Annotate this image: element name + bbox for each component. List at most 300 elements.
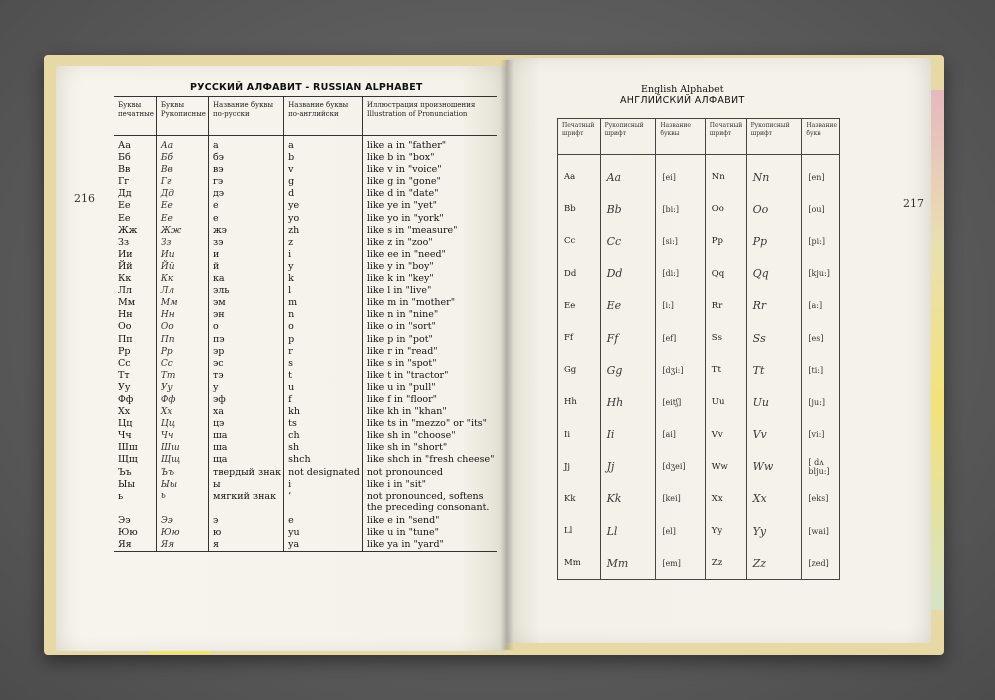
cell-handwritten: Xx bbox=[746, 483, 802, 515]
cell-pronunciation: like e in "send" bbox=[362, 515, 496, 527]
cell-printed: Jj bbox=[558, 451, 601, 483]
table-row bbox=[114, 442, 497, 454]
cell-pronunciation: like ya in "yard" bbox=[362, 539, 496, 552]
cell-handwritten: Нн bbox=[156, 309, 208, 321]
cell-pronunciation: like ye in "yet" bbox=[362, 200, 496, 212]
cell-handwritten: Бб bbox=[156, 152, 208, 164]
cell-pronunciation: not pronounced, softens the preceding consonant. bbox=[362, 491, 496, 515]
cell-letter-name: [ef] bbox=[656, 322, 705, 354]
table-row bbox=[114, 225, 497, 237]
cell-handwritten: Рр bbox=[156, 346, 208, 358]
cell-handwritten: Дд bbox=[156, 188, 208, 200]
cell-handwritten: Ъъ bbox=[156, 467, 208, 479]
table-row bbox=[114, 249, 497, 261]
table-row bbox=[114, 539, 497, 552]
cell-pronunciation: like shch in "fresh cheese" bbox=[362, 454, 496, 466]
cell-printed: Шш bbox=[118, 442, 138, 454]
cell-pronunciation: like u in "tune" bbox=[362, 527, 496, 539]
cell-pronunciation: like kh in "khan" bbox=[362, 406, 496, 418]
cell-handwritten: Вв bbox=[156, 164, 208, 176]
cell-handwritten: Qq bbox=[746, 258, 802, 290]
cell-letter-name: [ai] bbox=[656, 419, 705, 451]
cell-name-russian: ша bbox=[208, 442, 283, 454]
cell-handwritten: Hh bbox=[600, 386, 656, 418]
cell-letter-name: [eks] bbox=[802, 483, 840, 515]
table-row bbox=[114, 297, 497, 309]
cell-printed: Cc bbox=[558, 225, 601, 257]
cell-letter-name: [dʒei] bbox=[656, 451, 705, 483]
cell-letter-name: [a:] bbox=[802, 290, 840, 322]
cell-handwritten: Шш bbox=[156, 442, 208, 454]
cell-pronunciation: like i in "sit" bbox=[362, 479, 496, 491]
cell-printed: Hh bbox=[558, 386, 601, 418]
cell-printed: Гг bbox=[118, 176, 130, 188]
cell-printed: Nn bbox=[705, 155, 746, 194]
cell-printed: Vv bbox=[705, 419, 746, 451]
cell-letter-name: [wai] bbox=[802, 515, 840, 547]
header-letter-name-1: Название буквы bbox=[656, 119, 705, 155]
header-handwritten-2: Рукописный шрифт bbox=[746, 119, 802, 155]
cell-handwritten: Vv bbox=[746, 419, 802, 451]
cell-pronunciation: like g in "gone" bbox=[362, 176, 496, 188]
table-row bbox=[114, 454, 497, 466]
table-row bbox=[114, 479, 497, 491]
table-row bbox=[114, 334, 497, 346]
cell-handwritten: Фф bbox=[156, 394, 208, 406]
cell-printed: ь bbox=[118, 490, 124, 502]
cell-name-russian: и bbox=[208, 249, 283, 261]
cell-name-english: e bbox=[284, 515, 363, 527]
cell-printed: Ii bbox=[558, 419, 601, 451]
cell-name-english: yo bbox=[284, 213, 363, 225]
cell-name-russian: зэ bbox=[208, 237, 283, 249]
cell-printed: Рр bbox=[118, 345, 131, 357]
cell-printed: Кк bbox=[118, 273, 132, 285]
cell-handwritten: Хх bbox=[156, 406, 208, 418]
cell-name-russian: эль bbox=[208, 285, 283, 297]
cell-printed: Ff bbox=[558, 322, 601, 354]
cell-printed: Ll bbox=[558, 515, 601, 547]
cell-name-english: kh bbox=[284, 406, 363, 418]
cell-name-russian: твердый знак bbox=[208, 467, 283, 479]
cell-printed: Xx bbox=[705, 483, 746, 515]
cell-name-russian: у bbox=[208, 382, 283, 394]
cell-handwritten: Цц bbox=[156, 418, 208, 430]
cell-handwritten: Ff bbox=[600, 322, 656, 354]
russian-table-header bbox=[114, 97, 497, 136]
cell-name-english: zh bbox=[284, 225, 363, 237]
cell-printed: Pp bbox=[705, 225, 746, 257]
table-row bbox=[558, 258, 840, 290]
cell-pronunciation: like a in "father" bbox=[362, 136, 496, 153]
cell-name-english: m bbox=[284, 297, 363, 309]
table-row bbox=[114, 152, 497, 164]
cell-printed: Цц bbox=[118, 418, 133, 430]
cell-handwritten: Ии bbox=[156, 249, 208, 261]
cell-handwritten: Pp bbox=[746, 225, 802, 257]
cell-pronunciation: like m in "mother" bbox=[362, 297, 496, 309]
cell-printed: Gg bbox=[558, 354, 601, 386]
cell-printed: Ъъ bbox=[118, 466, 132, 478]
cell-name-russian: гэ bbox=[208, 176, 283, 188]
cell-handwritten: Ee bbox=[600, 290, 656, 322]
cell-pronunciation: like l in "live" bbox=[362, 285, 496, 297]
cell-handwritten: Йй bbox=[156, 261, 208, 273]
english-table-header bbox=[558, 119, 840, 155]
cell-name-english: ts bbox=[284, 418, 363, 430]
cell-name-english: ye bbox=[284, 200, 363, 212]
cell-name-english: y bbox=[284, 261, 363, 273]
cell-pronunciation: like sh in "choose" bbox=[362, 430, 496, 442]
cell-name-english: b bbox=[284, 152, 363, 164]
cell-letter-name: [kei] bbox=[656, 483, 705, 515]
cell-printed: Сс bbox=[118, 357, 131, 369]
cell-name-russian: тэ bbox=[208, 370, 283, 382]
russian-alphabet-table bbox=[114, 96, 497, 552]
cell-handwritten: Тт bbox=[156, 370, 208, 382]
english-title-ru: АНГЛИЙСКИЙ АЛФАВИТ bbox=[620, 95, 745, 106]
cell-printed: Уу bbox=[118, 381, 131, 393]
cell-printed: Dd bbox=[558, 258, 601, 290]
cell-printed: Юю bbox=[118, 526, 138, 538]
cell-printed: Дд bbox=[118, 188, 132, 200]
cell-handwritten: Mm bbox=[600, 547, 656, 580]
cell-name-russian: ща bbox=[208, 454, 283, 466]
cell-handwritten: Jj bbox=[600, 451, 656, 483]
cell-pronunciation: like p in "pot" bbox=[362, 334, 496, 346]
table-row bbox=[114, 176, 497, 188]
cell-pronunciation: not pronounced bbox=[362, 467, 496, 479]
cell-handwritten: Уу bbox=[156, 382, 208, 394]
cell-handwritten: Ll bbox=[600, 515, 656, 547]
cell-handwritten: Ее bbox=[156, 200, 208, 212]
cell-handwritten: Зз bbox=[156, 237, 208, 249]
table-row bbox=[558, 155, 840, 194]
cell-letter-name: [si:] bbox=[656, 225, 705, 257]
cell-name-english: l bbox=[284, 285, 363, 297]
cell-handwritten: Сс bbox=[156, 358, 208, 370]
header-handwritten-1: Рукописный шрифт bbox=[600, 119, 656, 155]
cell-printed: Ее bbox=[118, 200, 131, 212]
cell-printed: Aa bbox=[558, 155, 601, 194]
cell-name-russian: цэ bbox=[208, 418, 283, 430]
cell-name-english: sh bbox=[284, 442, 363, 454]
cell-handwritten: Оо bbox=[156, 321, 208, 333]
cell-handwritten: Ww bbox=[746, 451, 802, 483]
cell-handwritten: Яя bbox=[156, 539, 208, 552]
cell-printed: Аа bbox=[118, 140, 131, 151]
cell-pronunciation: like sh in "short" bbox=[362, 442, 496, 454]
cell-handwritten: Oo bbox=[746, 193, 802, 225]
cell-printed: Оо bbox=[118, 321, 132, 333]
table-row bbox=[114, 164, 497, 176]
header-printed-1: Печатный шрифт bbox=[558, 119, 601, 155]
cell-name-russian: е bbox=[208, 200, 283, 212]
cell-name-english: d bbox=[284, 188, 363, 200]
right-page-number: 217 bbox=[903, 197, 924, 210]
table-row bbox=[114, 188, 497, 200]
cell-name-english: not designated bbox=[284, 467, 363, 479]
table-row bbox=[114, 237, 497, 249]
cell-letter-name: [es] bbox=[802, 322, 840, 354]
cell-pronunciation: like z in "zoo" bbox=[362, 237, 496, 249]
cell-name-english: i bbox=[284, 249, 363, 261]
cell-handwritten: ь bbox=[156, 491, 208, 515]
cell-handwritten: Nn bbox=[746, 155, 802, 194]
cell-handwritten: Кк bbox=[156, 273, 208, 285]
table-row bbox=[114, 136, 497, 153]
cell-name-russian: й bbox=[208, 261, 283, 273]
cell-pronunciation: like t in "tractor" bbox=[362, 370, 496, 382]
cell-handwritten: Ss bbox=[746, 322, 802, 354]
cell-handwritten: Ii bbox=[600, 419, 656, 451]
table-row bbox=[558, 225, 840, 257]
cell-name-russian: е bbox=[208, 213, 283, 225]
table-row bbox=[558, 386, 840, 418]
table-row bbox=[114, 358, 497, 370]
cell-name-english: g bbox=[284, 176, 363, 188]
cell-handwritten: Юю bbox=[156, 527, 208, 539]
table-row bbox=[558, 483, 840, 515]
cell-handwritten: Uu bbox=[746, 386, 802, 418]
header-printed-letters: Буквы печатные bbox=[114, 97, 156, 136]
cell-letter-name: [ju:] bbox=[802, 386, 840, 418]
cell-printed: Ээ bbox=[118, 514, 131, 526]
english-alphabet-table bbox=[557, 118, 840, 580]
cell-printed: Пп bbox=[118, 333, 133, 345]
cell-printed: Мм bbox=[118, 297, 136, 309]
cell-name-russian: дэ bbox=[208, 188, 283, 200]
cell-pronunciation: like v in "voice" bbox=[362, 164, 496, 176]
cell-name-english: p bbox=[284, 334, 363, 346]
table-row bbox=[114, 346, 497, 358]
cell-letter-name: [ou] bbox=[802, 193, 840, 225]
cell-handwritten: Лл bbox=[156, 285, 208, 297]
cell-name-russian: эр bbox=[208, 346, 283, 358]
cell-name-russian: ка bbox=[208, 273, 283, 285]
cell-pronunciation: like b in "box" bbox=[362, 152, 496, 164]
cell-name-russian: я bbox=[208, 539, 283, 552]
header-pronunciation: Иллюстрация произношения Illustration of Pronunciation bbox=[362, 97, 496, 136]
cell-pronunciation: like r in "read" bbox=[362, 346, 496, 358]
english-alphabet-title bbox=[620, 84, 745, 106]
cell-letter-name: [kju:] bbox=[802, 258, 840, 290]
table-row bbox=[114, 406, 497, 418]
header-name-english: Название буквы по-английски bbox=[284, 97, 363, 136]
cell-printed: Фф bbox=[118, 393, 134, 405]
cell-handwritten: Ее bbox=[156, 213, 208, 225]
cell-letter-name: [bi:] bbox=[656, 193, 705, 225]
cell-printed: Kk bbox=[558, 483, 601, 515]
cell-name-russian: мягкий знак bbox=[208, 491, 283, 515]
cell-printed: Лл bbox=[118, 285, 132, 297]
cell-handwritten: Dd bbox=[600, 258, 656, 290]
cell-printed: Ee bbox=[558, 290, 601, 322]
cell-pronunciation: like f in "floor" bbox=[362, 394, 496, 406]
cell-name-russian: вэ bbox=[208, 164, 283, 176]
cell-name-russian: ша bbox=[208, 430, 283, 442]
cell-name-english: n bbox=[284, 309, 363, 321]
cell-printed: Zz bbox=[705, 547, 746, 580]
cell-pronunciation: like o in "sort" bbox=[362, 321, 496, 333]
cell-name-english: f bbox=[284, 394, 363, 406]
cell-name-english: ’ bbox=[284, 491, 363, 515]
cell-handwritten: Ээ bbox=[156, 515, 208, 527]
cell-name-russian: эс bbox=[208, 358, 283, 370]
cell-pronunciation: like s in "measure" bbox=[362, 225, 496, 237]
cell-name-english: u bbox=[284, 382, 363, 394]
table-row bbox=[558, 322, 840, 354]
cell-letter-name: [ dʌ blju:] bbox=[802, 451, 840, 483]
cell-pronunciation: like ts in "mezzo" or "its" bbox=[362, 418, 496, 430]
cell-handwritten: Жж bbox=[156, 225, 208, 237]
cell-letter-name: [ti:] bbox=[802, 354, 840, 386]
cell-printed: Tt bbox=[705, 354, 746, 386]
cell-printed: Зз bbox=[118, 236, 130, 248]
cell-printed: Чч bbox=[118, 430, 132, 442]
cell-name-english: v bbox=[284, 164, 363, 176]
cell-printed: Qq bbox=[705, 258, 746, 290]
cell-printed: Бб bbox=[118, 152, 131, 164]
cell-pronunciation: like k in "key" bbox=[362, 273, 496, 285]
cell-printed: Ии bbox=[118, 248, 133, 260]
cell-name-russian: жэ bbox=[208, 225, 283, 237]
cell-letter-name: [eitʃ] bbox=[656, 386, 705, 418]
cell-letter-name: [pi:] bbox=[802, 225, 840, 257]
header-name-russian: Название буквы по-русски bbox=[208, 97, 283, 136]
cell-printed: Вв bbox=[118, 164, 131, 176]
cell-name-russian: эм bbox=[208, 297, 283, 309]
cell-name-russian: о bbox=[208, 321, 283, 333]
table-row bbox=[114, 418, 497, 430]
cell-printed: Bb bbox=[558, 193, 601, 225]
cell-name-english: t bbox=[284, 370, 363, 382]
cell-pronunciation: like d in "date" bbox=[362, 188, 496, 200]
cell-name-english: o bbox=[284, 321, 363, 333]
table-row bbox=[114, 321, 497, 333]
cell-handwritten: Щщ bbox=[156, 454, 208, 466]
table-row bbox=[558, 290, 840, 322]
cell-handwritten: Yy bbox=[746, 515, 802, 547]
cell-handwritten: Rr bbox=[746, 290, 802, 322]
cell-printed: Ее bbox=[118, 212, 131, 224]
cell-name-english: r bbox=[284, 346, 363, 358]
cell-handwritten: Мм bbox=[156, 297, 208, 309]
cell-pronunciation: like ee in "need" bbox=[362, 249, 496, 261]
cell-pronunciation: like yo in "york" bbox=[362, 213, 496, 225]
header-handwritten-letters: Буквы Рукописные bbox=[156, 97, 208, 136]
cell-name-english: yu bbox=[284, 527, 363, 539]
cover-edge-accent bbox=[930, 90, 944, 610]
table-row bbox=[114, 527, 497, 539]
english-title-en: English Alphabet bbox=[641, 84, 724, 95]
cell-handwritten: Пп bbox=[156, 334, 208, 346]
cell-printed: Хх bbox=[118, 406, 131, 418]
cell-name-russian: бэ bbox=[208, 152, 283, 164]
cell-printed: Йй bbox=[118, 260, 133, 272]
cell-name-english: z bbox=[284, 237, 363, 249]
cell-printed: Oo bbox=[705, 193, 746, 225]
cell-name-english: shch bbox=[284, 454, 363, 466]
table-row bbox=[114, 515, 497, 527]
cell-name-english: i bbox=[284, 479, 363, 491]
table-row bbox=[558, 547, 840, 580]
cell-letter-name: [i:] bbox=[656, 290, 705, 322]
cell-printed: Uu bbox=[705, 386, 746, 418]
cell-letter-name: [en] bbox=[802, 155, 840, 194]
cell-name-english: a bbox=[284, 136, 363, 153]
header-printed-2: Печатный шрифт bbox=[705, 119, 746, 155]
table-row bbox=[558, 515, 840, 547]
cell-name-russian: ха bbox=[208, 406, 283, 418]
cell-name-russian: эф bbox=[208, 394, 283, 406]
cell-printed: Ww bbox=[705, 451, 746, 483]
cell-name-russian: эн bbox=[208, 309, 283, 321]
cell-handwritten: Чч bbox=[156, 430, 208, 442]
cell-name-english: ch bbox=[284, 430, 363, 442]
table-row bbox=[558, 354, 840, 386]
table-row bbox=[114, 370, 497, 382]
cell-name-english: s bbox=[284, 358, 363, 370]
table-row bbox=[558, 419, 840, 451]
cell-handwritten: Bb bbox=[600, 193, 656, 225]
cell-printed: Rr bbox=[705, 290, 746, 322]
cell-letter-name: [el] bbox=[656, 515, 705, 547]
table-row bbox=[114, 491, 497, 515]
cell-printed: Щщ bbox=[118, 454, 138, 466]
cell-handwritten: Tt bbox=[746, 354, 802, 386]
cell-printed: Тт bbox=[118, 369, 130, 381]
cell-handwritten: Gg bbox=[600, 354, 656, 386]
table-row bbox=[114, 273, 497, 285]
header-letter-name-2: Название букв bbox=[802, 119, 840, 155]
table-row bbox=[114, 430, 497, 442]
cell-pronunciation: like s in "spot" bbox=[362, 358, 496, 370]
cell-printed: Нн bbox=[118, 309, 133, 321]
cell-printed: Mm bbox=[558, 547, 601, 580]
cell-handwritten: Cc bbox=[600, 225, 656, 257]
cell-handwritten: Аа bbox=[156, 136, 208, 153]
cell-letter-name: [em] bbox=[656, 547, 705, 580]
cell-handwritten: Гг bbox=[156, 176, 208, 188]
table-row bbox=[114, 200, 497, 212]
cell-name-russian: ю bbox=[208, 527, 283, 539]
cell-printed: Yy bbox=[705, 515, 746, 547]
cell-printed: Яя bbox=[114, 539, 156, 552]
table-row bbox=[558, 451, 840, 483]
cell-letter-name: [dʒi:] bbox=[656, 354, 705, 386]
cell-printed: Ыы bbox=[118, 478, 135, 490]
cell-name-english: k bbox=[284, 273, 363, 285]
table-row bbox=[114, 467, 497, 479]
cell-printed: Жж bbox=[118, 224, 138, 236]
table-row bbox=[114, 309, 497, 321]
table-row bbox=[114, 213, 497, 225]
cell-name-russian: пэ bbox=[208, 334, 283, 346]
cell-name-russian: э bbox=[208, 515, 283, 527]
table-row bbox=[114, 382, 497, 394]
cell-name-russian: ы bbox=[208, 479, 283, 491]
cell-handwritten: Aa bbox=[600, 155, 656, 194]
table-row bbox=[558, 193, 840, 225]
book-spine bbox=[500, 60, 514, 650]
cell-pronunciation: like n in "nine" bbox=[362, 309, 496, 321]
cell-letter-name: [ei] bbox=[656, 155, 705, 194]
cell-handwritten: Zz bbox=[746, 547, 802, 580]
cell-letter-name: [zed] bbox=[802, 547, 840, 580]
cell-letter-name: [di:] bbox=[656, 258, 705, 290]
cell-handwritten: Kk bbox=[600, 483, 656, 515]
